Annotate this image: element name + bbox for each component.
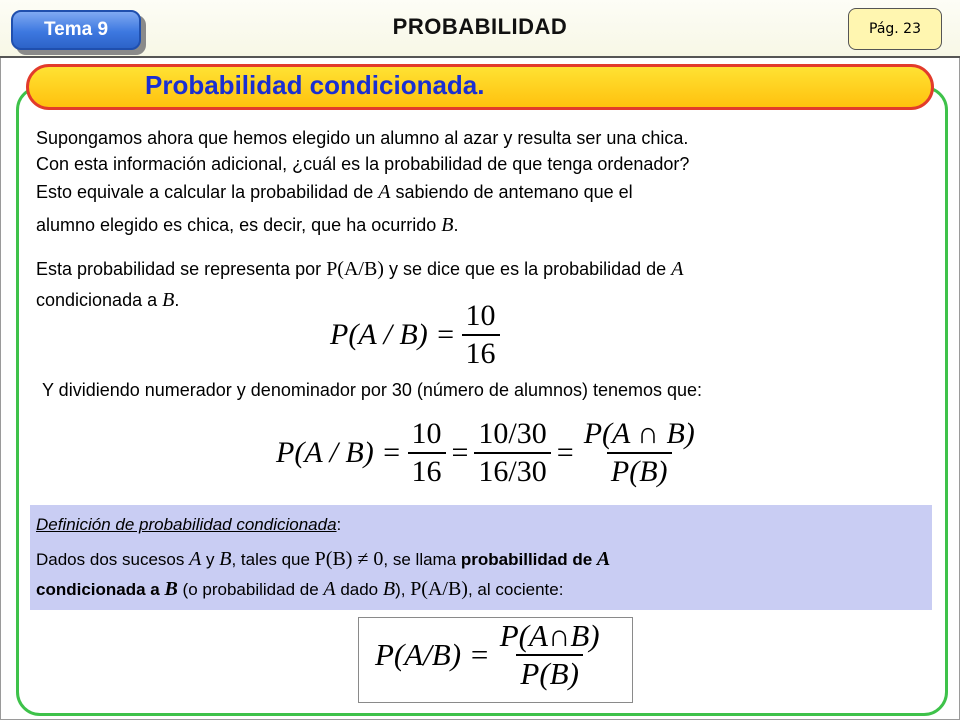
fraction: $\frac{10}{16}$ bbox=[408, 418, 446, 488]
paragraph-line: Esto equivale a calcular la probabilidad de A sabiendo de antemano que el bbox=[36, 181, 633, 203]
paragraph-line: alumno elegido es chica, es decir, que ha ocurrido B. bbox=[36, 214, 459, 236]
page-title: PROBABILIDAD bbox=[392, 14, 568, 39]
variable-a: A bbox=[671, 258, 684, 280]
formula-lhs: P(A / B) = bbox=[276, 436, 402, 469]
fraction: $\frac{P(A \cap B)}{P(B)}$ bbox=[583, 417, 695, 488]
formula-derivation bbox=[276, 418, 705, 488]
paragraph-line: Con esta información adicional, ¿cuál es la probabilidad de que tenga ordenador? bbox=[36, 154, 690, 174]
expression: P(A/B) bbox=[326, 258, 384, 280]
formula-conditional-fraction bbox=[330, 300, 506, 370]
variable-b: B bbox=[162, 289, 175, 311]
formula-lhs: P(A/B) = bbox=[375, 637, 490, 672]
final-formula bbox=[375, 620, 610, 690]
definition-title: Definición de probabilidad condicionada: bbox=[36, 515, 342, 534]
section-title: Probabilidad condicionada. bbox=[145, 70, 485, 100]
paragraph-line: condicionada a B. bbox=[36, 289, 180, 311]
variable-a: A bbox=[378, 181, 391, 203]
equals-sign: = bbox=[556, 436, 574, 469]
page-number-badge bbox=[848, 8, 942, 50]
definition-line: Dados dos sucesos A y B, tales que P(B) ≠ 0, se llama probabillidad de A bbox=[36, 548, 611, 570]
page-number: Pág. 23 bbox=[869, 21, 921, 37]
definition-line: condicionada a B (o probabilidad de A dado B), P(A/B), al cociente: bbox=[36, 578, 564, 600]
equals-sign: = bbox=[451, 436, 469, 469]
paragraph-line: Y dividiendo numerador y denominador por 30 (número de alumnos) tenemos que: bbox=[42, 380, 703, 400]
fraction: $\frac{P(A\cap B)}{P(B)}$ bbox=[499, 618, 600, 691]
fraction: $\frac{10}{16}$ bbox=[462, 300, 500, 370]
paragraph-line: Esta probabilidad se representa por P(A/B) y se dice que es la probabilidad de A bbox=[36, 258, 684, 280]
variable-b: B bbox=[441, 214, 454, 236]
formula-lhs: P(A / B) = bbox=[330, 318, 456, 351]
tema-label: Tema 9 bbox=[43, 19, 109, 40]
fraction: $\frac{10/30}{16/30}$ bbox=[474, 418, 550, 488]
paragraph-line: Supongamos ahora que hemos elegido un alumno al azar y resulta ser una chica. bbox=[36, 128, 689, 148]
